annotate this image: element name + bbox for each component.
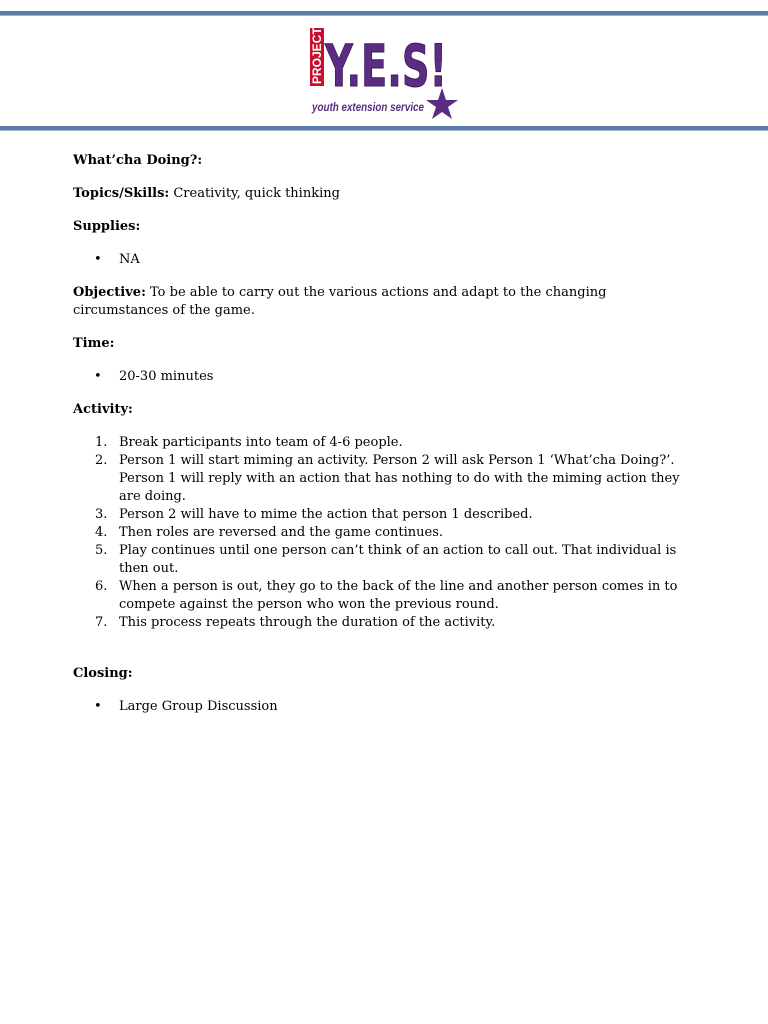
step-number: 7. [95, 615, 108, 630]
step-number: 2. [95, 453, 108, 468]
header-top-rule [0, 11, 768, 15]
activity-label: Activity: [73, 402, 133, 417]
list-item [73, 524, 688, 542]
list-item: • NA [73, 251, 688, 269]
step-number: 6. [95, 579, 108, 594]
list-item [73, 434, 688, 452]
spacer [73, 647, 688, 665]
closing-label: Closing: [73, 666, 133, 681]
topics-value: Creativity, quick thinking [169, 186, 340, 201]
step-text: Break participants into team of 4-6 people. [119, 435, 403, 450]
logo-tagline: youth extension service [311, 102, 425, 114]
step-number: 5. [95, 543, 108, 558]
step-text: This process repeats through the duration of the activity. [119, 615, 496, 630]
topics-line [73, 185, 688, 203]
closing-list [73, 698, 688, 716]
list-item [73, 506, 688, 524]
list-item: • 20-30 minutes [73, 368, 688, 386]
step-text: When a person is out, they go to the back of the line and another person comes in to compete against the person who won the previous round. [119, 579, 678, 612]
time-list [73, 368, 688, 386]
objective-label: Objective: [73, 285, 146, 300]
list-item [73, 578, 688, 614]
supplies-label: Supplies: [73, 219, 141, 234]
topics-label: Topics/Skills: [73, 186, 170, 201]
list-item: • Large Group Discussion [73, 698, 688, 716]
list-item [73, 614, 688, 632]
supplies-list [73, 251, 688, 269]
step-text: Then roles are reversed and the game continues. [119, 525, 444, 540]
list-item [73, 452, 688, 506]
list-item [73, 542, 688, 578]
page-title: What’cha Doing?: [73, 153, 203, 168]
step-text: Play continues until one person can’t think of an action to call out. That individual is then out. [119, 543, 677, 576]
step-text: Person 2 will have to mime the action that person 1 described. [119, 507, 533, 522]
header-bottom-rule [0, 126, 768, 130]
activity-sheet [73, 152, 688, 731]
activity-steps [73, 434, 688, 632]
step-number: 4. [95, 525, 108, 540]
step-number: 1. [95, 435, 108, 450]
logo-yes-text: Y.E.S! [324, 32, 447, 100]
logo-project-text: PROJECT [310, 27, 324, 84]
step-number: 3. [95, 507, 108, 522]
objective-line [73, 284, 688, 320]
objective-value: To be able to carry out the various actions and adapt to the changing circumstances of the game. [73, 285, 607, 318]
step-text: Person 1 will start miming an activity. Person 2 will ask Person 1 ‘What’cha Doing?’. Person 1 will reply with an action that has nothing to do with the miming action they are doing. [119, 453, 680, 504]
project-yes-logo [308, 24, 468, 124]
time-label: Time: [73, 336, 115, 351]
